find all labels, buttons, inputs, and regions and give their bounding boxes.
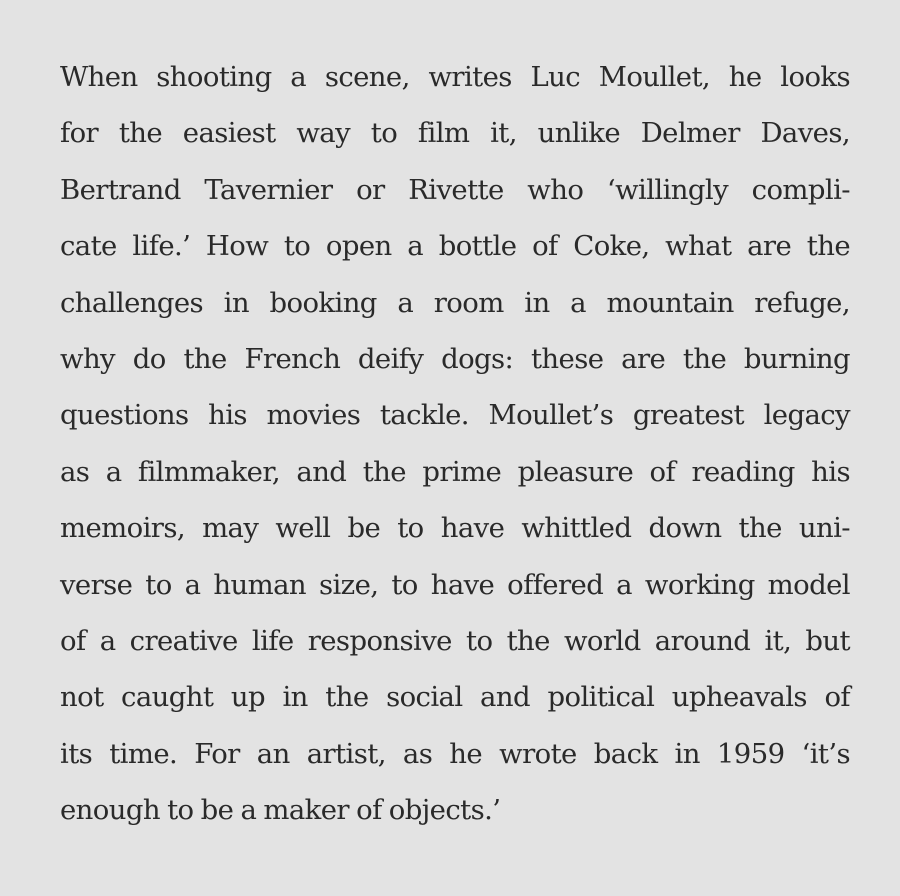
text-line: why do the French deify dogs: these are the burning: [60, 342, 850, 375]
text-line: memoirs, may well be to have whittled down the uni-: [60, 512, 850, 545]
text-line: questions his movies tackle. Moullet’s greatest legacy: [60, 399, 850, 432]
text-line: enough to be a maker of objects.’: [60, 794, 501, 827]
text-line: not caught up in the social and political upheavals of: [60, 681, 850, 714]
text-line: When shooting a scene, writes Luc Moullet, he looks: [60, 61, 850, 93]
text-line: verse to a human size, to have offered a working model: [60, 568, 850, 601]
text-line: its time. For an artist, as he wrote back in 1959 ‘it’s: [60, 737, 850, 770]
paragraph: [60, 49, 850, 838]
text-line: cate life.’ How to open a bottle of Coke, what are the: [60, 230, 850, 263]
text-line: Bertrand Tavernier or Rivette who ‘willingly compli-: [60, 173, 850, 206]
text-line: as a filmmaker, and the prime pleasure of reading his: [60, 455, 850, 488]
text-line: for the easiest way to film it, unlike Delmer Daves,: [60, 117, 850, 150]
text-line: challenges in booking a room in a mountain refuge,: [60, 286, 850, 319]
text-line: of a creative life responsive to the world around it, but: [60, 624, 850, 657]
